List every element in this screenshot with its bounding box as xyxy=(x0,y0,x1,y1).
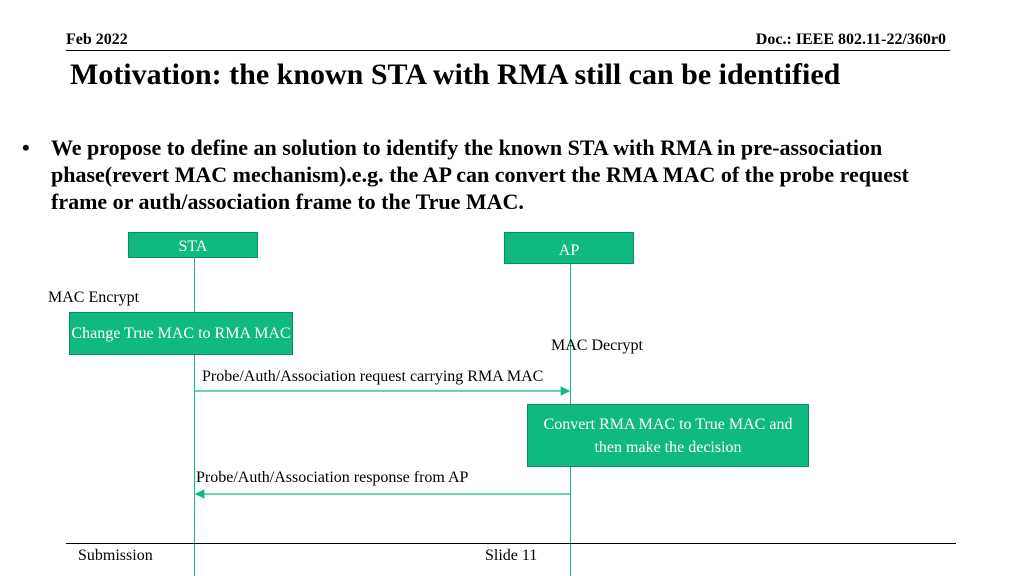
mac-encrypt-label: MAC Encrypt xyxy=(48,289,140,306)
footer-submission: Submission xyxy=(78,547,153,564)
sta-box: STA xyxy=(128,232,258,258)
response-message-label: Probe/Auth/Association response from AP xyxy=(196,469,469,486)
request-message-label: Probe/Auth/Association request carrying RMA MAC xyxy=(202,368,544,385)
footer-slide-number: Slide 11 xyxy=(485,547,538,564)
bullet-text: We propose to define an solution to identify the known STA with RMA in pre-association phase(revert MAC mechanism).e.g. the AP can convert the RMA MAC of the probe request frame or auth/association frame to the True MAC. xyxy=(51,135,909,214)
convert-mac-box: Convert RMA MAC to True MAC and then make the decision xyxy=(527,404,809,467)
slide-title: Motivation: the known STA with RMA still can be identified xyxy=(70,58,841,91)
header-date: Feb 2022 xyxy=(66,31,128,48)
bullet-marker: • xyxy=(22,135,30,160)
ap-box: AP xyxy=(504,232,634,264)
header-doc-id: Doc.: IEEE 802.11-22/360r0 xyxy=(755,31,946,48)
change-mac-box: Change True MAC to RMA MAC xyxy=(69,312,293,355)
mac-decrypt-label: MAC Decrypt xyxy=(551,337,643,354)
footer-rule xyxy=(66,543,956,544)
